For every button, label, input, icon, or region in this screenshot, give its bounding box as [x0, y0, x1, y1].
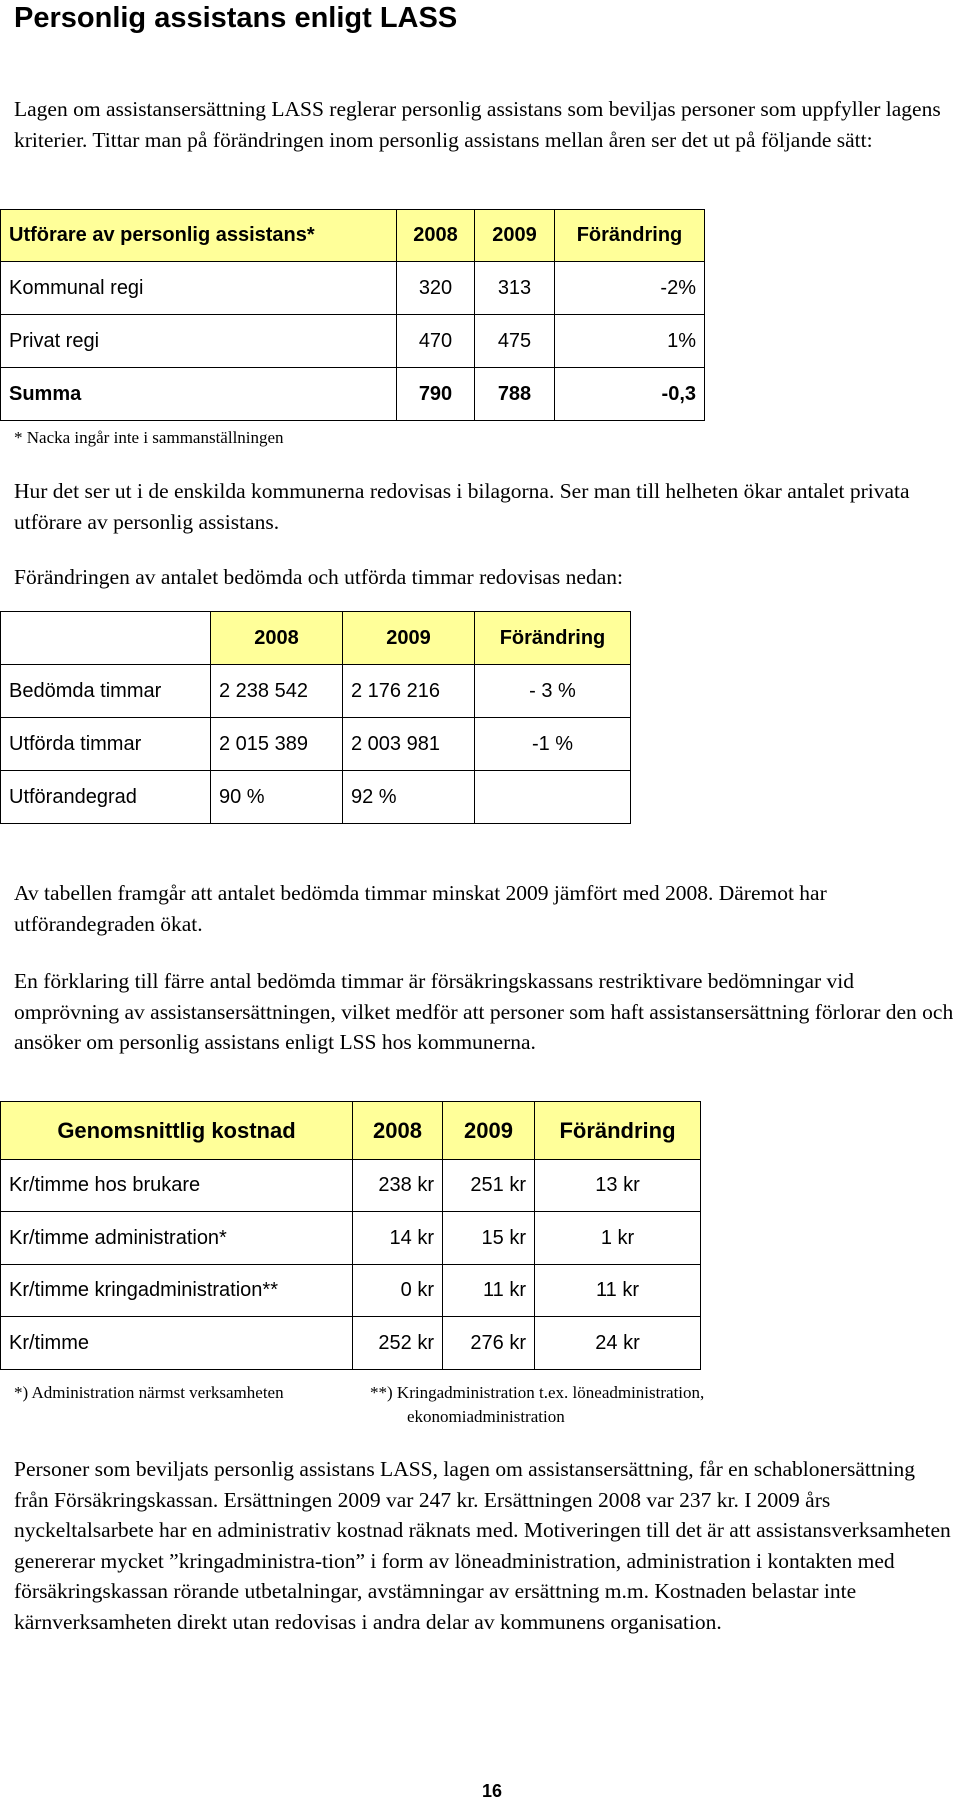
table-header-cell: Förändring	[535, 1102, 701, 1160]
table-cell: Utförda timmar	[1, 718, 211, 771]
table-cell: 238 kr	[353, 1160, 443, 1212]
table-cell: -1 %	[475, 718, 631, 771]
page-number: 16	[481, 1781, 503, 1801]
table-cell: 470	[397, 315, 475, 368]
paragraph-2: Hur det ser ut i de enskilda kommunerna redovisas i bilagorna. Ser man till helheten ökar antalet privata utförare av personlig assistans.	[14, 479, 910, 534]
table-cell: 14 kr	[353, 1212, 443, 1265]
table-cell: 251 kr	[443, 1160, 535, 1212]
table-cell: 320	[397, 262, 475, 315]
table-cell: 2 176 216	[343, 665, 475, 718]
table-hours	[0, 611, 631, 824]
table-cell: 13 kr	[535, 1160, 701, 1212]
table-row	[1, 1160, 701, 1212]
table-cell: Summa	[1, 368, 397, 421]
table-header-cell: Utförare av personlig assistans*	[1, 210, 397, 262]
page-title: Personlig assistans enligt LASS	[14, 2, 458, 34]
table-cell: 788	[475, 368, 555, 421]
table-cell: Bedömda timmar	[1, 665, 211, 718]
table-cell: 15 kr	[443, 1212, 535, 1265]
table-row	[1, 1317, 701, 1370]
table-header-cell: 2009	[475, 210, 555, 262]
table-providers	[0, 209, 705, 421]
table3-footnote-kring-cont: ekonomiadministration	[407, 1407, 565, 1426]
table3-footnote-admin: *) Administration närmst verksamheten	[14, 1383, 284, 1402]
paragraph-4: Av tabellen framgår att antalet bedömda timmar minskat 2009 jämfört med 2008. Däremot har utförandegraden ökat.	[14, 881, 827, 936]
table-row	[1, 262, 705, 315]
table-header-cell: Genomsnittlig kostnad	[1, 1102, 353, 1160]
table-cell: 252 kr	[353, 1317, 443, 1370]
table-header-cell	[1, 612, 211, 665]
intro-paragraph: Lagen om assistansersättning LASS reglerar personlig assistans som beviljas personer som uppfyller lagens kriterier. Tittar man på förändringen inom personlig assistans mellan åren ser det ut på följande sätt:	[14, 97, 941, 152]
table-header-row	[1, 1102, 701, 1160]
table-cell: 24 kr	[535, 1317, 701, 1370]
paragraph-3: Förändringen av antalet bedömda och utförda timmar redovisas nedan:	[14, 565, 623, 589]
table-cell: 2 238 542	[211, 665, 343, 718]
table-header-row	[1, 210, 705, 262]
table-cell: Kr/timme administration*	[1, 1212, 353, 1265]
table-header-cell: 2008	[353, 1102, 443, 1160]
table-row	[1, 1265, 701, 1317]
table-header-cell: Förändring	[475, 612, 631, 665]
table-header-cell: Förändring	[555, 210, 705, 262]
table-cell: Kr/timme kringadministration**	[1, 1265, 353, 1317]
table-cell: Kr/timme hos brukare	[1, 1160, 353, 1212]
table-cell: Privat regi	[1, 315, 397, 368]
table-header-row	[1, 612, 631, 665]
table-cell: -0,3	[555, 368, 705, 421]
table-cell: 92 %	[343, 771, 475, 824]
table-cell: 276 kr	[443, 1317, 535, 1370]
table3-footnote-kring: **) Kringadministration t.ex. löneadministration,	[370, 1383, 705, 1402]
table-cell: Utförandegrad	[1, 771, 211, 824]
table-header-cell: 2008	[211, 612, 343, 665]
table-cell: 2 003 981	[343, 718, 475, 771]
table-row	[1, 665, 631, 718]
paragraph-5: En förklaring till färre antal bedömda timmar är försäkringskassans restriktivare bedömningar vid omprövning av assistansersättningen, vilket medför att personer som haft assistansersättning förlorar den och ansöker om personlig assistans enligt LSS hos kommunerna.	[14, 969, 954, 1054]
table-cell: 1 kr	[535, 1212, 701, 1265]
table-cell: 475	[475, 315, 555, 368]
paragraph-6: Personer som beviljats personlig assistans LASS, lagen om assistansersättning, får en schablonersättning från Försäkringskassan. Ersättningen 2009 var 247 kr. Ersättningen 2008 var 237 kr. I 2009 års nyckeltalsarbete har en administrativ kostnad räknats med. Motiveringen till det är att assistansverksamheten genererar mycket ”kringadministra-tion” i form av löneadministration, administration i kontakten med försäkringskassan rörande utbetalningar, avstämningar av ersättning m.m. Kostnaden belastar inte kärnverksamheten direkt utan redovisas i andra delar av kommunens organisation.	[14, 1457, 951, 1634]
table-row	[1, 368, 705, 421]
table-cell	[475, 771, 631, 824]
table-cell: Kommunal regi	[1, 262, 397, 315]
table-row	[1, 1212, 701, 1265]
table-cell: 11 kr	[535, 1265, 701, 1317]
table-cell: 313	[475, 262, 555, 315]
table-cell: 790	[397, 368, 475, 421]
table-row	[1, 315, 705, 368]
table-cell: Kr/timme	[1, 1317, 353, 1370]
table-cell: -2%	[555, 262, 705, 315]
table-cell: 2 015 389	[211, 718, 343, 771]
table-cell: - 3 %	[475, 665, 631, 718]
table-cell: 0 kr	[353, 1265, 443, 1317]
table-cell: 11 kr	[443, 1265, 535, 1317]
table1-footnote: * Nacka ingår inte i sammanställningen	[14, 428, 284, 447]
table-row	[1, 771, 631, 824]
table-row	[1, 718, 631, 771]
table-cell: 90 %	[211, 771, 343, 824]
table-costs	[0, 1101, 701, 1370]
table-cell: 1%	[555, 315, 705, 368]
table-header-cell: 2009	[343, 612, 475, 665]
table-header-cell: 2008	[397, 210, 475, 262]
table-header-cell: 2009	[443, 1102, 535, 1160]
